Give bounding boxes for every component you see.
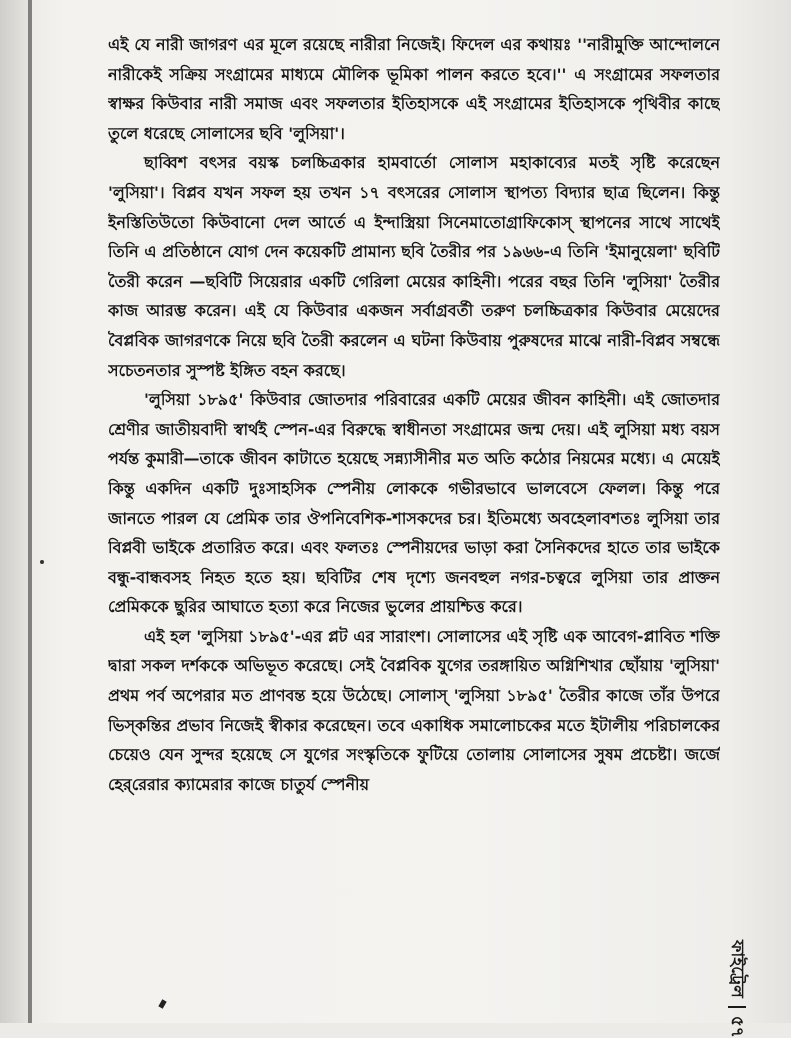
ink-mark <box>158 999 166 1008</box>
paragraph-3: 'লুসিয়া ১৮৯৫' কিউবার জোতদার পরিবারের একটি মেয়ের জীবন কাহিনী। এই জোতদার শ্রেণীর জাতীয়বাদী স্বার্থই স্পেন-এর বিরুদ্ধে স্বাধীনতা সংগ্রামের জন্ম দেয়। এই লুসিয়া মধ্য বয়স পর্যন্ত কুমারী—তাকে জীবন কাটাতে হয়েছে সন্ন্যাসীনীর মত অতি কঠোর নিয়মের মধ্যে। এ মেয়েই কিন্তু একদিন একটি দুঃসাহসিক স্পেনীয় লোককে গভীরভাবে ভালবেসে ফেলল। কিন্তু পরে জানতে পারল যে প্রেমিক তার ঔপনিবেশিক-শাসকদের চর। ইতিমধ্যে অবহেলাবশতঃ লুসিয়া তার বিপ্লবী ভাইকে প্রতারিত করে। এবং ফলতঃ স্পেনীয়দের ভাড়া করা সৈনিকদের হাতে তার ভাইকে বন্ধু-বান্ধবসহ নিহত হতে হয়। ছবিটির শেষ দৃশ্যে জনবহুল নগর-চত্বরে লুসিয়া তার প্রাক্তন প্রেমিককে ছুরির আঘাতে হত্যা করে নিজের ভুলের প্রায়শ্চিত্ত করে। <box>108 390 720 617</box>
paragraph-2: ছাব্বিশ বৎসর বয়স্ক চলচ্চিত্রকার হামবার্তো সোলাস মহাকাব্যের মতই সৃষ্টি করেছেন 'লুসিয়া'। বিপ্লব যখন সফল হয় তখন ১৭ বৎসরের সোলাস স্থাপত্য বিদ্যার ছাত্র ছিলেন। কিন্তু ইনস্তিতিউতো কিউবানো দেল আর্তে এ ইন্দাস্ত্রিয়া সিনেমাতোগ্রাফিকোস্ স্থাপনের সাথে সাথেই তিনি এ প্রতিষ্ঠানে যোগ দেন কয়েকটি প্রামান্য ছবি তৈরীর পর ১৯৬৬-এ তিনি 'ইমানুয়েলা' ছবিটি তৈরী করেন —ছবিটি সিয়েরার একটি গেরিলা মেয়ের কাহিনী। পরের বছর তিনি 'লুসিয়া' তৈরীর কাজ আরম্ভ করেন। এই যে কিউবার একজন সর্বাগ্রবর্তী তরুণ চলচ্চিত্রকার কিউবার মেয়েদের বৈপ্লবিক জাগরণকে নিয়ে ছবি তৈরী করলেন এ ঘটনা কিউবায় পুরুষদের মাঝে নারী-বিপ্লব সম্বন্ধে সচেতনতার সুস্পষ্ট ইঙ্গিত বহন করছে। <box>108 153 720 380</box>
paragraph-4: এই হল 'লুসিয়া ১৮৯৫'-এর প্লট এর সারাংশ। সোলাসের এই সৃষ্টি এক আবেগ-প্লাবিত শক্তি দ্বারা সকল দর্শককে অভিভূত করেছে। সেই বৈপ্লবিক যুগের তরঙ্গায়িত অগ্নিশিখার ছোঁয়ায় 'লুসিয়া' প্রথম পর্ব অপেরার মত প্রাণবন্ত হয়ে উঠেছে। সোলাস্ 'লুসিয়া ১৮৯৫' তৈরীর কাজে তাঁর উপরে ভিস্‌কন্তির প্রভাব নিজেই স্বীকার করেছেন। তবে একাধিক সমালোচকের মতে ইটালীয় পরিচালকের চেয়েও যেন সুন্দর হয়েছে সে যুগের সংস্কৃতিকে ফুটিয়ে তোলায় সোলাসের সুষম প্রচেষ্টা। জর্জে হের্‌রেরার ক্যামেরার কাজে চাতুর্য স্পেনীয় <box>108 626 720 794</box>
publication-title: ফাইট্রেল <box>727 940 747 998</box>
running-footer <box>722 940 750 1038</box>
ink-speck <box>40 560 44 564</box>
body-text <box>108 30 720 990</box>
binding-edge <box>28 0 32 1023</box>
binding-shadow <box>0 0 30 1023</box>
page-number: ৫৭ <box>727 1015 747 1038</box>
paragraph-1: এই যে নারী জাগরণ এর মূলে রয়েছে নারীরা নিজেই। ফিদেল এর কথায়ঃ ''নারীমুক্তি আন্দোলনে নারীকেই সক্রিয় সংগ্রামের মাধ্যমে মৌলিক ভূমিকা পালন করতে হবে।'' এ সংগ্রামের সফলতার স্বাক্ষর কিউবার নারী সমাজ এবং সফলতার ইতিহাসকে এই সংগ্রামের ইতিহাসকে পৃথিবীর কাছে তুলে ধরেছে সোলাসের ছবি 'লুসিয়া'। <box>108 35 720 143</box>
footer-separator <box>728 1006 746 1008</box>
